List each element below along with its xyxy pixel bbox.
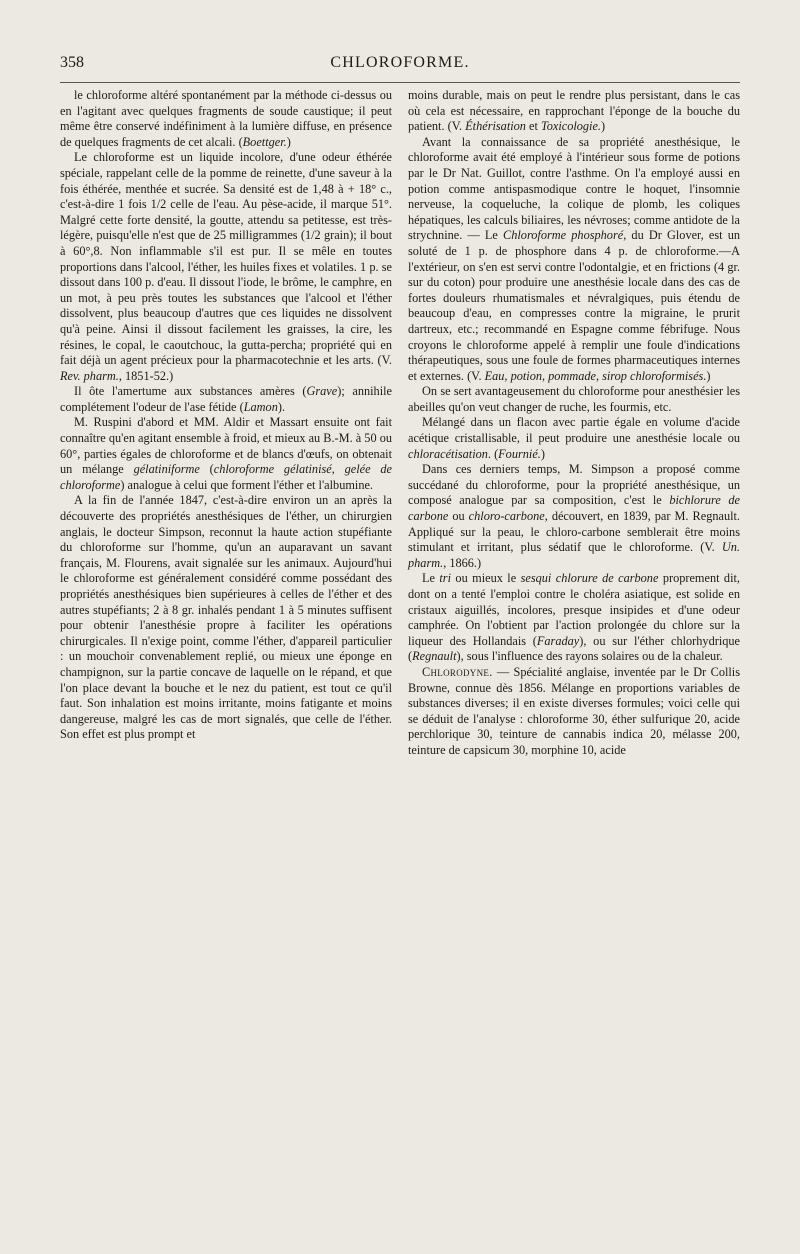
- italic-run: Eau, potion, pommade, sirop chloroformisés.: [484, 368, 707, 383]
- text-run: A la fin de l'année 1847, c'est-à-dire environ un an après la découverte des propriétés anesthésiques de l'éther, un chirurgien anglais, le docteur Simpson, reconnut la haute action stupéfiante du chloroforme sur l'homme, qu'un an auparavant un savant français, M. Flourens, avait signalée sur les animaux. Aujourd'hui le chloroforme est généralement considéré comme possédant des propriétés anesthésiques bien supérieures à celles de l'éther et des autres stupéfiants; 2 à 8 gr. inhalés pendant 1 à 5 minutes suffisent pour obtenir l'anesthésie propre à faciliter les opérations chirurgicales. Il n'exige point, comme l'éther, d'appareil particulier : un mouchoir convenablement replié, ou mieux une éponge en champignon, sur la partie concave de laquelle on le répand, et que l'on place devant la bouche et le nez du patient, est tout ce qu'il faut. Son inhalation est moins irritante, moins fatigante et moins dangereuse, malgré les cas de mort signalés, que celle de l'éther. Son effet est plus prompt et: [60, 493, 392, 742]
- italic-run: chloracétisation: [408, 446, 488, 461]
- paragraph: [408, 571, 740, 665]
- paragraph: [408, 415, 740, 462]
- italic-run: Boettger.: [242, 134, 287, 149]
- italic-run: chloroforme gélatinisé: [213, 462, 332, 477]
- italic-run: bichlorure de carbone: [408, 493, 740, 524]
- paragraph: [60, 88, 392, 150]
- paragraph: [60, 493, 392, 743]
- paragraph: [408, 462, 740, 571]
- paragraph: [408, 665, 740, 759]
- paragraph: [60, 384, 392, 415]
- text-run: ): [286, 134, 291, 149]
- text-run: ), sous l'influence des rayons solaires ou de la chaleur.: [456, 649, 723, 664]
- text-run: Le chloroforme est un liquide incolore, d'une odeur éthérée spéciale, rappelant celle de la pomme de reinette, d'une saveur à la fois éthérée, menthée et sucrée. Sa densité est de 1,48 à + 18° c., c'est-à-dire 1 fois 1/2 celle de l'eau. Au pèse-acide, il marque 51°. Malgré cette forte densité, la goutte, attendu sa petitesse, est très-légère, puisqu'elle n'est que de 25 milligrammes (1/2 grain); il bout à 60°,8. Non inflammable s'il est pur. Il se mêle en toutes proportions dans l'alcool, l'éther, les huiles fixes et volatiles. 1 p. se dissout dans 100 p. d'eau. Il dissout l'iode, le brôme, le camphre, en un mot, à peu près toutes les substances que l'alcool et l'éther dissolvent, plus beaucoup d'autres que ces liquides ne dissolvent qu'à peine. Ainsi il dissout facilement les graisses, la cire, les résines, le copal, le caoutchouc, la gutta-percha; propriété qui en fait déjà un agent précieux pour la pharmacotechnie et les arts. (V.: [60, 150, 392, 368]
- italic-run: Toxicologie.: [541, 119, 602, 134]
- paragraph: [408, 88, 740, 135]
- italic-run: chloro-carbone: [468, 509, 545, 524]
- italic-run: Faraday: [536, 633, 580, 648]
- text-run: On se sert avantageusement du chloroforme pour anesthésier les abeilles qu'on veut changer de ruche, les fourmis, etc.: [408, 384, 740, 414]
- text-run: ): [706, 368, 711, 383]
- header-rule: [60, 82, 740, 83]
- text-run: , 1866.): [443, 555, 482, 570]
- running-title: CHLOROFORME.: [330, 54, 470, 71]
- italic-run: Grave: [306, 384, 338, 399]
- italic-run: gelée de chloroforme: [60, 462, 392, 492]
- text-run: ): [601, 119, 606, 134]
- paragraph: [408, 384, 740, 415]
- page-header: [60, 54, 740, 80]
- text-run: ): [540, 446, 545, 461]
- text-run: , 1851-52.): [118, 368, 174, 383]
- text-run: ).: [277, 399, 286, 414]
- paragraph: [60, 415, 392, 493]
- left-column: [60, 88, 392, 743]
- text-run: M. Ruspini d'abord et MM. Aldir et Massart ensuite ont fait connaître qu'en agitant ensemble à froid, et mieux au B.-M. à 50 ou 60°, parties égales de chloroforme et de blancs d'œufs, on obtenait un mélange: [60, 415, 392, 477]
- italic-run: gélatiniforme: [133, 462, 200, 477]
- text-run: — Spécialité anglaise, inventée par le Dr Collis Browne, connue dès 1856. Mélange en proportions variables de substances diverses; il en existe diverses formules; voici celle qui se déduit de l'analyse : chloroforme 30, éther sulfurique 20, acide perchlorique 30, teinture de cannabis indica 20, mélasse 200, teinture de capsicum 30, morphine 10, acide: [408, 664, 740, 757]
- text-run: Il ôte l'amertume aux substances amères (: [74, 384, 307, 399]
- text-run: Mélangé dans un flacon avec partie égale en volume d'acide acétique cristallisable, il peut produire une anesthésie locale ou: [408, 415, 740, 446]
- text-run: ou: [448, 509, 469, 524]
- page-number: 358: [60, 54, 84, 71]
- text-run: le chloroforme altéré spontanément par la méthode ci-dessus ou en l'agitant avec quelques fragments de soude caustique; il peut même être conservé indéfiniment à la lumière diffuse, en présence de quelques fragments de cet alcali. (: [60, 88, 392, 149]
- text-run: Le: [422, 571, 440, 586]
- paragraph: [408, 135, 740, 385]
- text-run: (: [199, 462, 214, 477]
- italic-run: Regnault: [412, 649, 457, 664]
- paragraph: [60, 150, 392, 384]
- italic-run: Fournié.: [498, 446, 541, 461]
- text-run: et: [525, 119, 541, 134]
- small-caps-run: Chlorodyne.: [422, 664, 493, 679]
- text-run: Avant la connaissance de sa propriété anesthésique, le chloroforme avait été employé à l'intérieur sous forme de potions par le Dr Nat. Guillot, contre l'asthme. On l'a employé aussi en potion comme antispasmodique contre le hoquet, l'insomnie nerveuse, la coqueluche, la colique de plomb, les coliques hépatiques, les calculs biliaires, les névroses; comme antidote de la strychnine. — Le: [408, 134, 740, 243]
- italic-run: Un. pharm.: [408, 540, 740, 570]
- italic-run: Rev. pharm.: [60, 368, 119, 383]
- text-run: ,: [331, 462, 345, 477]
- italic-run: Lamon: [243, 399, 278, 414]
- text-run: ), ou sur l'éther chlorhydrique (: [408, 633, 740, 664]
- italic-run: sesqui chlorure de carbone: [520, 571, 659, 586]
- text-run: ou mieux le: [451, 571, 521, 586]
- right-column: [408, 88, 740, 759]
- italic-run: Éthérisation: [465, 119, 526, 134]
- italic-run: tri: [439, 571, 452, 586]
- text-run: ); annihile complétement l'odeur de l'ase fétide (: [60, 384, 392, 414]
- text-run: . (: [487, 446, 499, 461]
- text-run: , du Dr Glover, est un soluté de 1 p. de phosphore dans 4 p. de chloroforme.—A l'extérieur, on s'en est servi contre l'odontalgie, et en frictions (4 gr. sur du coton) pour produire une anesthésie locale dans des cas de fortes douleurs rhumatismales et névralgiques, puis étendu de beaucoup d'eau, en compresses contre la migraine, le prurit dartreux, etc.; recommandé en Espagne comme fébrifuge. Nous croyons le chloroforme appelé à remplir une foule d'indications thérapeutiques, sous une foule de formes pharmaceutiques internes et externes. (V.: [408, 228, 740, 383]
- text-run: ) analogue à celui que forment l'éther et l'albumine.: [120, 477, 374, 492]
- text-run: moins durable, mais on peut le rendre plus persistant, dans le cas où cela est nécessaire, en rapprochant l'éponge de la bouche du patient. (V.: [408, 88, 740, 134]
- text-run: Dans ces derniers temps, M. Simpson a proposé comme succédané du chloroforme, pour la propriété anesthésique, un composé analogue par sa composition, c'est le: [408, 462, 740, 508]
- text-run: , découvert, en 1839, par M. Regnault. Appliqué sur la peau, le chloro-carbone semblerait être moins stimulant et irritant, plus sédatif que le chloroforme. (V.: [408, 509, 740, 555]
- italic-run: Chloroforme phosphoré: [503, 228, 624, 243]
- text-run: proprement dit, dont on a tenté l'emploi contre le choléra asiatique, est solide en cristaux aiguillés, incolores, presque insipides et d'une odeur camphrée. On l'obtient par l'action prolongée du chlore sur la liqueur des Hollandais (: [408, 571, 740, 648]
